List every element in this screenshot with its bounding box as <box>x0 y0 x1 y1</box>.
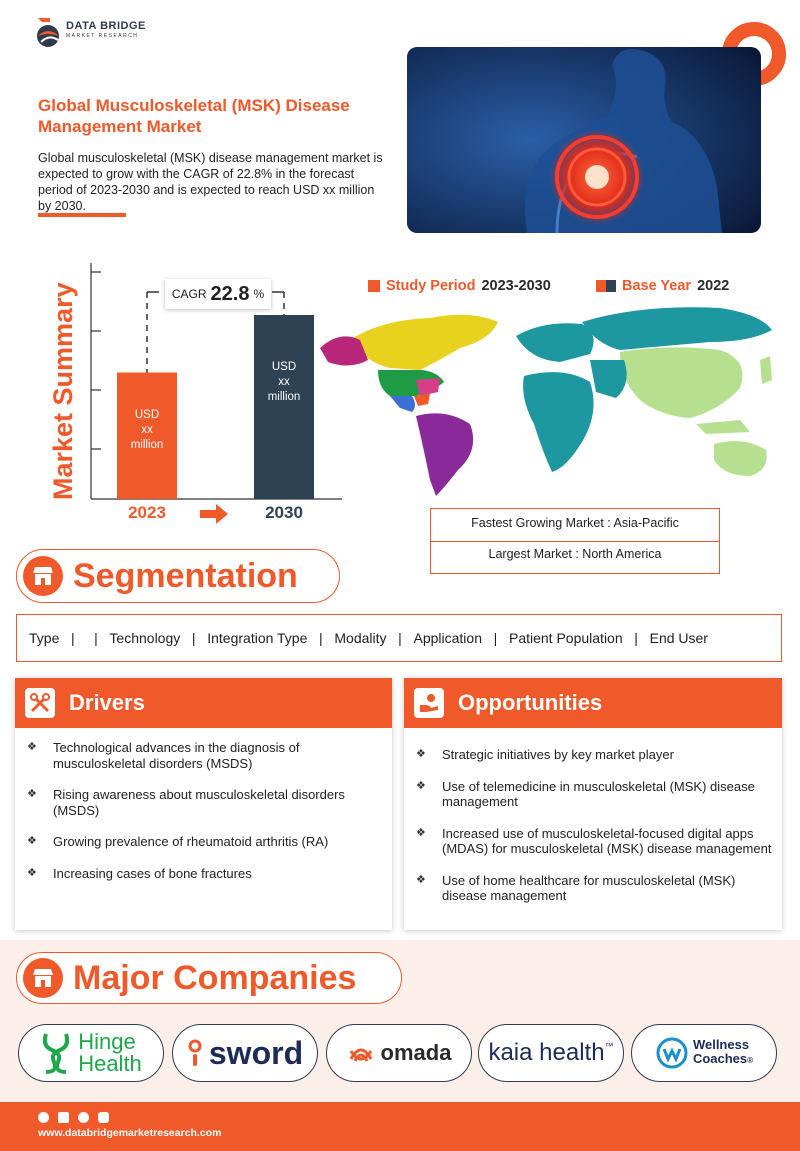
bar-value-label-line: million <box>267 391 301 403</box>
x-tick-label-2023: 2023 <box>128 503 166 522</box>
wellness-coaches-logo-icon <box>655 1036 689 1070</box>
map-asia-pacific <box>620 347 743 418</box>
map-caribbean <box>414 394 430 406</box>
website-link[interactable]: www.databridgemarketresearch.com <box>38 1127 222 1139</box>
legend-study-period <box>368 278 551 294</box>
market-summary-text: Market Summary <box>48 282 78 500</box>
hand-coin-icon <box>414 688 444 718</box>
drivers-header <box>15 678 392 728</box>
world-map <box>320 300 798 500</box>
company-hinge-health <box>18 1024 164 1082</box>
base-year-key: Base Year <box>622 278 692 294</box>
segment-divider: | <box>307 630 335 646</box>
companies-heading <box>16 952 402 1004</box>
company-name: kaia health <box>488 1039 605 1066</box>
bar-value-label-line: xx <box>141 423 153 436</box>
segmentation-strip <box>16 614 782 662</box>
segment-divider: | <box>482 630 509 646</box>
brand-tagline: MARKET RESEARCH <box>66 33 139 39</box>
company-omada <box>326 1024 472 1082</box>
trademark: ™ <box>604 1041 614 1051</box>
study-period-value: 2023-2030 <box>481 278 551 294</box>
market-summary-label <box>46 262 80 502</box>
company-name: Coaches <box>692 1051 748 1066</box>
map-europe <box>516 323 594 362</box>
driver-item: ❖ Growing prevalence of rheumatoid arthritis (RA) <box>27 834 382 850</box>
opportunities-title: Opportunities <box>458 690 603 715</box>
map-africa <box>523 372 593 472</box>
bar-value-label <box>117 408 177 453</box>
map-canada <box>350 315 498 370</box>
accent-underline <box>38 213 126 217</box>
market-info-box <box>430 508 720 574</box>
bar-value-label-line: xx <box>278 376 290 388</box>
legend-base-year <box>596 278 729 294</box>
fastest-growing-market: Fastest Growing Market : Asia-Pacific <box>471 516 679 530</box>
arrow-right-icon <box>198 503 230 525</box>
whatsapp-icon[interactable] <box>38 1112 49 1123</box>
drivers-list <box>27 740 382 881</box>
opportunities-list <box>416 747 772 904</box>
instagram-icon[interactable] <box>98 1112 109 1123</box>
omada-logo-icon <box>347 1039 375 1067</box>
map-usa-east <box>416 378 440 396</box>
map-japan <box>760 356 772 384</box>
segmentation-heading <box>16 549 340 603</box>
opportunity-item: ❖ Use of telemedicine in musculoskeletal (MSK) disease management <box>416 779 772 810</box>
store-icon <box>23 958 63 998</box>
cagr-callout <box>165 279 271 309</box>
map-indonesia <box>696 420 750 434</box>
segment-end-user: End User <box>649 630 708 646</box>
bar-value-label-line: USD <box>134 408 160 421</box>
segmentation-title: Segmentation <box>73 556 298 595</box>
study-period-key: Study Period <box>386 278 476 294</box>
segment-integration-type: Integration Type <box>207 630 308 646</box>
registered-mark: ® <box>747 1056 754 1065</box>
map-south-america <box>416 413 473 496</box>
bar-2030 <box>254 315 314 499</box>
map-russia <box>582 307 772 350</box>
companies-title: Major Companies <box>73 958 357 997</box>
brand-name: DATA BRIDGE <box>66 20 146 32</box>
segment-divider: | <box>622 630 650 646</box>
info-divider <box>431 541 719 542</box>
study-period-swatch <box>368 280 380 292</box>
opportunity-item: ❖ Increased use of musculoskeletal-focused digital apps (MDAS) for musculoskeletal (MSK) disease management <box>416 826 772 857</box>
opportunities-header <box>404 678 782 728</box>
driver-item: ❖ Technological advances in the diagnosis of musculoskeletal disorders (MSDS) <box>27 740 382 771</box>
segment-application: Application <box>413 630 482 646</box>
company-sword <box>172 1024 318 1082</box>
segment-patient-population: Patient Population <box>508 630 623 646</box>
sword-logo-icon <box>187 1038 203 1068</box>
map-australia <box>714 441 767 476</box>
segment-type: Type <box>29 630 60 646</box>
x-tick-label-2030: 2030 <box>265 503 303 522</box>
segment-technology: Technology <box>109 630 181 646</box>
opportunity-item: ❖ Use of home healthcare for musculoskeletal (MSK) disease management <box>416 873 772 904</box>
cagr-label: CAGR <box>171 287 207 301</box>
facebook-icon[interactable] <box>58 1112 69 1123</box>
hinge-logo-icon <box>40 1032 72 1074</box>
largest-market: Largest Market : North America <box>488 547 662 561</box>
drivers-card <box>15 678 392 930</box>
bar-value-label <box>254 360 314 405</box>
segment-divider: | <box>180 630 208 646</box>
company-kaia-health <box>478 1024 624 1082</box>
company-name: omada <box>380 1040 452 1065</box>
report-description: Global musculoskeletal (MSK) disease management market is expected to grow with the CAGR of 22.8% in the forecast period of 2023-2030 and is expected to reach USD xx million by 2030. <box>38 151 383 213</box>
company-wellness-coaches <box>631 1024 777 1082</box>
base-year-swatch-b <box>606 280 616 292</box>
hero-image <box>407 47 761 233</box>
map-mexico <box>390 396 415 412</box>
opportunities-card <box>404 678 782 930</box>
cagr-value: 22.8 <box>210 282 250 305</box>
segment-modality: Modality <box>334 630 387 646</box>
cagr-unit: % <box>253 287 265 301</box>
base-year-value: 2022 <box>697 278 730 294</box>
report-title: Global Musculoskeletal (MSK) Disease Management Market <box>38 96 350 136</box>
base-year-swatch-a <box>596 280 606 292</box>
store-icon <box>23 556 63 596</box>
bar-value-label-line: million <box>130 438 164 451</box>
opportunity-item: ❖ Strategic initiatives by key market player <box>416 747 772 763</box>
drivers-title: Drivers <box>69 690 145 715</box>
company-name: sword <box>208 1034 304 1071</box>
company-name: Health <box>78 1051 142 1076</box>
company-name: Wellness <box>692 1037 750 1052</box>
driver-item: ❖ Rising awareness about musculoskeletal disorders (MSDS) <box>27 787 382 818</box>
company-name: Hinge <box>78 1029 136 1054</box>
tools-icon <box>25 688 55 718</box>
map-middle-east <box>590 360 627 398</box>
twitter-icon[interactable] <box>78 1112 89 1123</box>
segment-divider: | | <box>59 630 110 646</box>
bar-value-label-line: USD <box>271 361 297 373</box>
segment-divider: | <box>386 630 414 646</box>
driver-item: ❖ Increasing cases of bone fractures <box>27 866 382 882</box>
